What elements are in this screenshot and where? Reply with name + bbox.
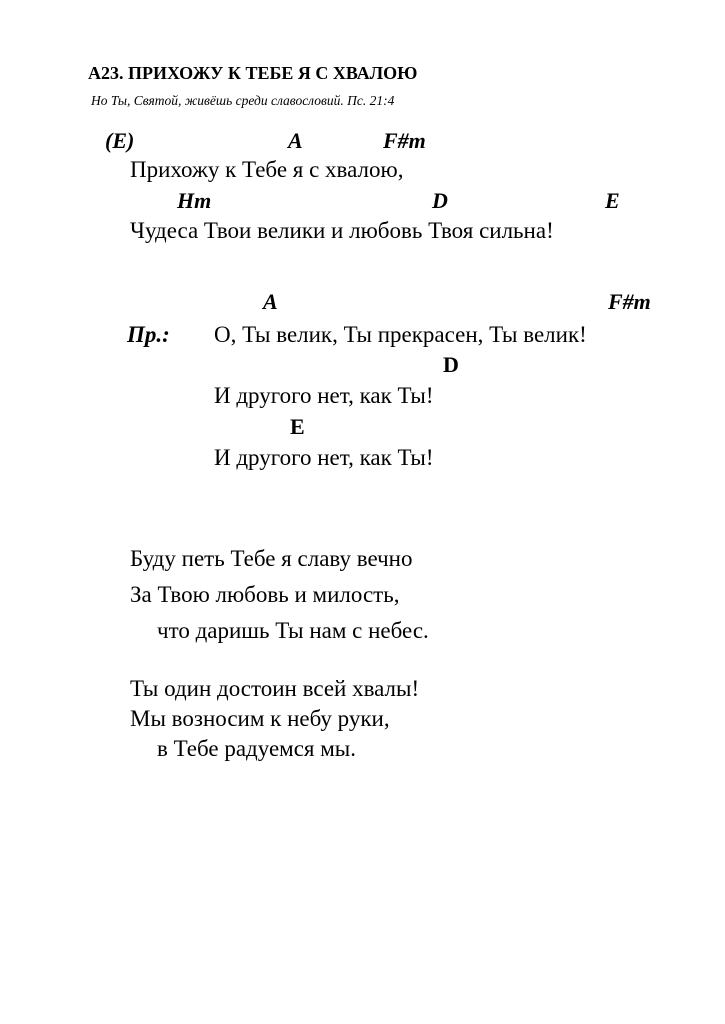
chord: Hm [177, 188, 212, 213]
lyric-line: что даришь Ты нам с небес. [157, 618, 429, 643]
song-title: А23. ПРИХОЖУ К ТЕБЕ Я С ХВАЛОЮ [88, 63, 418, 83]
chord: D [443, 352, 459, 377]
lyric-line: Мы возносим к небу руки, [130, 706, 390, 731]
lyric-line: Чудеса Твои велики и любовь Твоя сильна! [130, 218, 554, 243]
lyric-line: Прихожу к Тебе я с хвалою, [130, 157, 404, 182]
chord: F#m [608, 289, 651, 314]
lyric-line: в Тебе радуемся мы. [157, 736, 357, 761]
lyric-line: За Твою любовь и милость, [130, 582, 400, 607]
chord: (E) [105, 128, 135, 153]
chord: A [263, 289, 278, 314]
chord: E [290, 414, 305, 439]
chord: E [605, 188, 620, 213]
chorus-label: Пр.: [127, 322, 170, 347]
lyric-line: И другого нет, как Ты! [214, 383, 434, 408]
lyric-line: И другого нет, как Ты! [214, 445, 434, 470]
lyric-line: Буду петь Тебе я славу вечно [130, 546, 413, 571]
lyric-line: О, Ты велик, Ты прекрасен, Ты велик! [214, 322, 587, 347]
chord: F#m [383, 128, 426, 153]
chord: D [432, 188, 448, 213]
chord: A [288, 128, 303, 153]
lyric-line: Ты один достоин всей хвалы! [130, 676, 420, 701]
epigraph: Но Ты, Святой, живёшь среди славословий. Пс. 21:4 [91, 93, 395, 108]
